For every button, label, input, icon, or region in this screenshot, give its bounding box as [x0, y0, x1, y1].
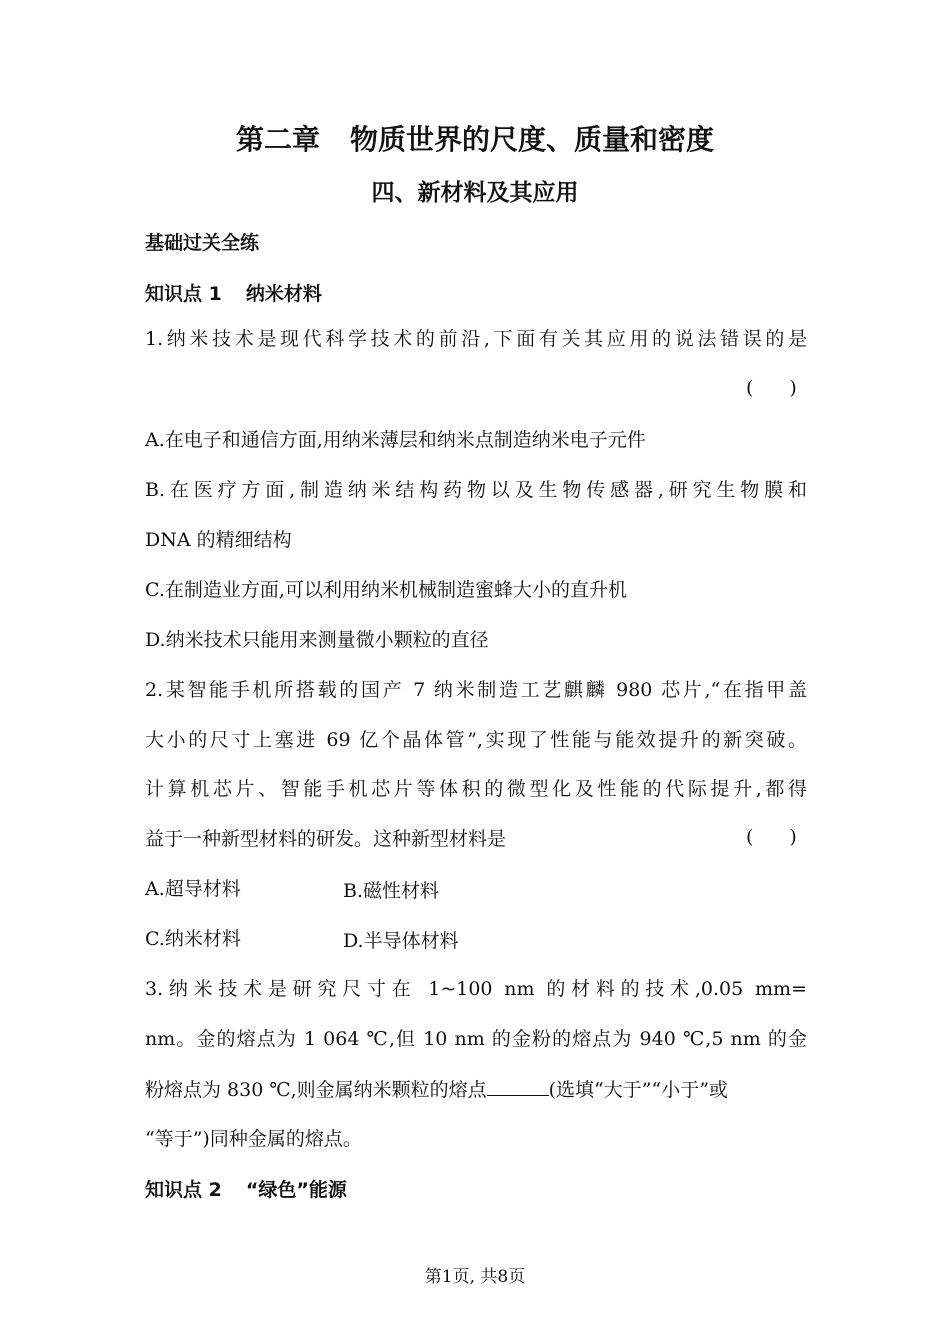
- chapter-name: 物质世界的尺度、质量和密度: [350, 123, 715, 156]
- q2-option-c: C.纳米材料: [145, 928, 241, 950]
- q1-option-a: A.在电子和通信方面,用纳米薄层和纳米点制造纳米电子元件: [145, 429, 646, 451]
- q1-answer-bracket: ( ): [746, 377, 797, 399]
- q1-option-b-line1: B.在医疗方面,制造纳米结构药物以及生物传感器,研究生物膜和: [145, 479, 807, 501]
- kp2-label: 知识点 2: [145, 1179, 222, 1201]
- q2-line-1: 2.某智能手机所搭载的国产 7 纳米制造工艺麒麟 980 芯片,“在指甲盖: [145, 679, 807, 701]
- q2-line-4: 益于一种新型材料的研发。这种新型材料是: [145, 828, 507, 850]
- q1-option-c: C.在制造业方面,可以利用纳米机械制造蜜蜂大小的直升机: [145, 579, 627, 601]
- q2-line-2: 大小的尺寸上塞进 69 亿个晶体管”,实现了性能与能效提升的新突破。: [145, 729, 807, 751]
- q3-line-3: 粉熔点为 830 ℃,则金属纳米颗粒的熔点 (选填“大于”“小于”或: [145, 1076, 807, 1103]
- page-footer: 第1页, 共8页: [424, 1267, 526, 1287]
- q2-option-a: A.超导材料: [145, 878, 241, 900]
- section-title: 四、新材料及其应用: [371, 180, 579, 206]
- q3-answer-blank[interactable]: [487, 1076, 549, 1096]
- kp1-label: 知识点 1: [145, 283, 222, 305]
- q2-answer-bracket: ( ): [746, 826, 797, 848]
- knowledge-point-2-header: [145, 1175, 347, 1202]
- q2-option-d: D.半导体材料: [343, 930, 459, 952]
- basic-practice-header: 基础过关全练: [145, 232, 260, 254]
- q2-line-3: 计算机芯片、智能手机芯片等体积的微型化及性能的代际提升,都得: [145, 778, 807, 800]
- q3-line-1: 3.纳米技术是研究尺寸在 1~100 nm 的材料的技术,0.05 mm=: [145, 978, 807, 1000]
- chapter-title: [0, 118, 950, 158]
- q2-option-b: B.磁性材料: [343, 880, 440, 902]
- chapter-number: 第二章: [235, 123, 320, 156]
- kp1-name: 纳米材料: [245, 283, 322, 305]
- q1-stem: 1.纳米技术是现代科学技术的前沿,下面有关其应用的说法错误的是: [145, 328, 807, 350]
- q3-line-2: nm。金的熔点为 1 064 ℃,但 10 nm 的金粉的熔点为 940 ℃,5 nm 的金: [145, 1028, 807, 1050]
- knowledge-point-1-header: [145, 279, 322, 306]
- q1-option-b-line2: DNA 的精细结构: [145, 529, 292, 551]
- q3-line-4: “等于”)同种金属的熔点。: [145, 1128, 362, 1150]
- kp2-name: “绿色”能源: [245, 1179, 347, 1201]
- q1-option-d: D.纳米技术只能用来测量微小颗粒的直径: [145, 629, 489, 651]
